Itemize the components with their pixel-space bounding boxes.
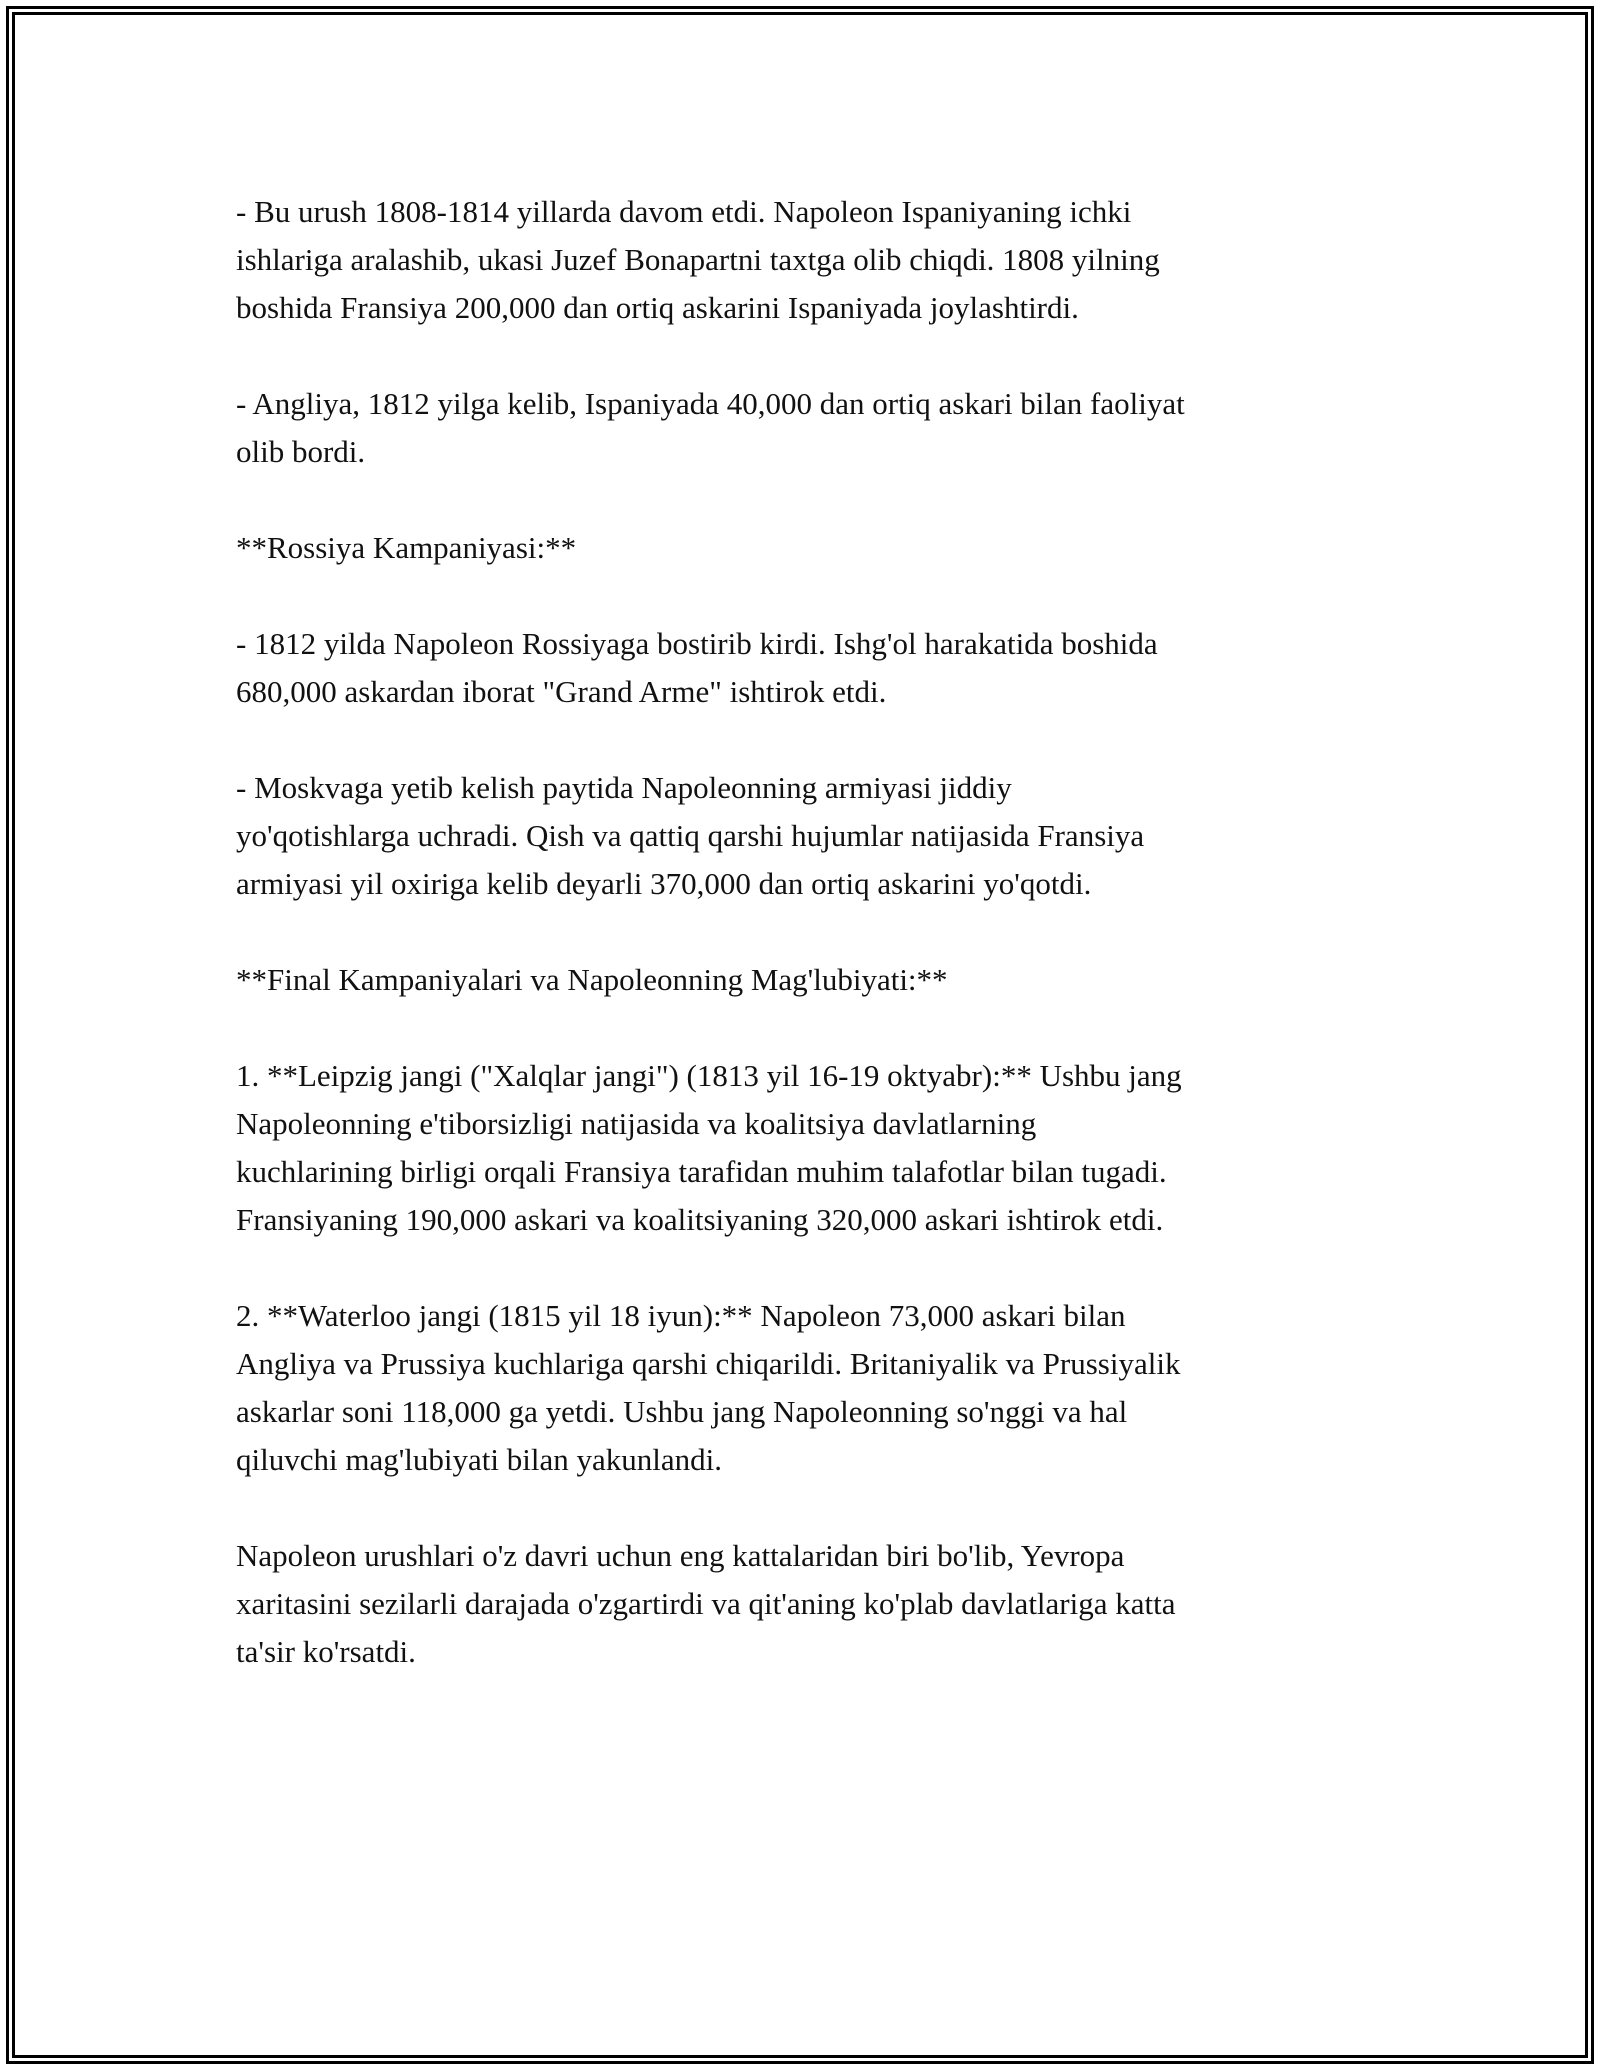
heading-final-campaigns: **Final Kampaniyalari va Napoleonning Mag'lubiyati:** (236, 962, 948, 997)
paragraph-moscow-losses: - Moskvaga yetib kelish paytida Napoleonning armiyasi jiddiy yo'qotishlarga uchradi. Qish va qattiq qarshi hujumlar natijasida Fransiya armiyasi yil oxiriga kelib deyarli 370,000 dan ortiq askarini yo'qotdi. (236, 770, 1145, 901)
heading-russia-campaign: **Rossiya Kampaniyasi:** (236, 530, 577, 565)
list-item-leipzig: 1. **Leipzig jangi ("Xalqlar jangi") (1813 yil 16-19 oktyabr):** Ushbu jang Napoleonning e'tiborsizligi natijasida va koalitsiya davlatlarning kuchlarining birligi orqali Fransiya tarafidan muhim talafotlar bilan tugadi. Fransiyaning 190,000 askari va koalitsiyaning 320,000 askari ishtirok etdi. (236, 1058, 1182, 1237)
paragraph-spain-war: - Bu urush 1808-1814 yillarda davom etdi. Napoleon Ispaniyaning ichki ishlariga aralashib, ukasi Juzef Bonapartni taxtga olib chiqdi. 1808 yilning boshida Fransiya 200,000 dan ortiq askarini Ispaniyada joylashtirdi. (236, 194, 1160, 325)
paragraph-conclusion: Napoleon urushlari o'z davri uchun eng kattalaridan biri bo'lib, Yevropa xaritasini sezilarli darajada o'zgartirdi va qit'aning ko'plab davlatlariga katta ta'sir ko'rsatdi. (236, 1538, 1176, 1669)
paragraph-england-spain: - Angliya, 1812 yilga kelib, Ispaniyada 40,000 dan ortiq askari bilan faoliyat olib bordi. (236, 386, 1185, 469)
document-body (236, 188, 1376, 1724)
list-item-waterloo: 2. **Waterloo jangi (1815 yil 18 iyun):** Napoleon 73,000 askari bilan Angliya va Prussiya kuchlariga qarshi chiqarildi. Britaniyalik va Prussiyalik askarlar soni 118,000 ga yetdi. Ushbu jang Napoleonning so'nggi va hal qiluvchi mag'lubiyati bilan yakunlandi. (236, 1298, 1181, 1477)
paragraph-russia-invasion: - 1812 yilda Napoleon Rossiyaga bostirib kirdi. Ishg'ol harakatida boshida 680,000 askardan iborat "Grand Arme" ishtirok etdi. (236, 626, 1158, 709)
